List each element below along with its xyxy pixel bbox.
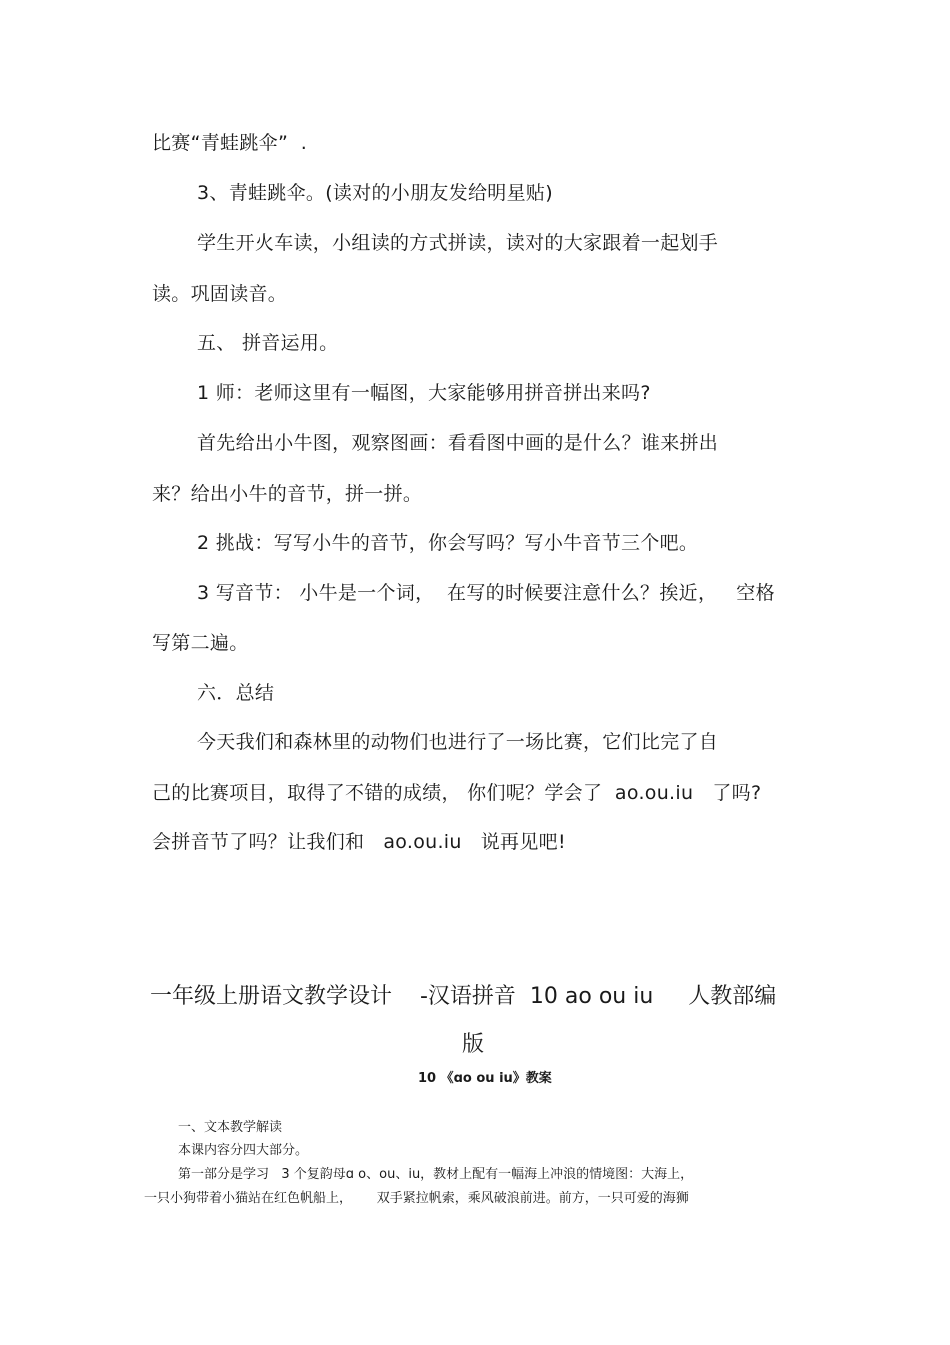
paragraph-line: 2 挑战：写写小牛的音节，你会写吗？写小牛音节三个吧。	[197, 532, 699, 554]
paragraph-line: 今天我们和森林里的动物们也进行了一场比赛，它们比完了自	[197, 731, 719, 753]
paragraph-line: 3 写音节： 小牛是一个词， 在写的时候要注意什么？挨近， 空格	[197, 582, 775, 604]
small-paragraph-line: 第一部分是学习 3 个复韵母ɑ o、ou、iu，教材上配有一幅海上冲浪的情境图：大海上，	[178, 1167, 694, 1182]
paragraph-line: 比赛“青蛙跳伞” .	[152, 132, 308, 154]
lesson-subtitle: 10 《ɑo ou iu》教案	[418, 1071, 552, 1086]
paragraph-line: 首先给出小牛图，观察图画：看看图中画的是什么？谁来拼出	[197, 432, 719, 454]
paragraph-line: 己的比赛项目，取得了不错的成绩， 你们呢？学会了 ao.ou.iu 了吗?	[152, 782, 762, 804]
paragraph-line: 会拼音节了吗？让我们和 ao.ou.iu 说再见吧!	[152, 831, 566, 853]
paragraph-line: 读。巩固读音。	[152, 283, 288, 305]
paragraph-line: 学生开火车读，小组读的方式拼读，读对的大家跟着一起划手	[197, 232, 719, 254]
small-paragraph-line: 一只小狗带着小猫站在红色帆船上， 双手紧拉帆索，乘风破浪前进。前方，一只可爱的海狮	[144, 1191, 689, 1206]
section-heading: 五、 拼音运用。	[197, 332, 339, 354]
document-title-continued: 版	[462, 1032, 485, 1057]
section-heading: 六．总结	[197, 682, 275, 704]
paragraph-line: 3、青蛙跳伞。(读对的小朋友发给明星贴)	[197, 182, 553, 204]
paragraph-line: 1 师：老师这里有一幅图，大家能够用拼音拼出来吗?	[197, 382, 651, 404]
paragraph-line: 来？给出小牛的音节，拼一拼。	[152, 483, 423, 505]
paragraph-line: 写第二遍。	[152, 632, 249, 654]
small-paragraph-line: 本课内容分四大部分。	[178, 1143, 309, 1158]
document-title: 一年级上册语文教学设计 -汉语拼音 10 ao ou iu 人教部编	[150, 984, 777, 1009]
small-heading: 一、文本教学解读	[178, 1120, 283, 1135]
